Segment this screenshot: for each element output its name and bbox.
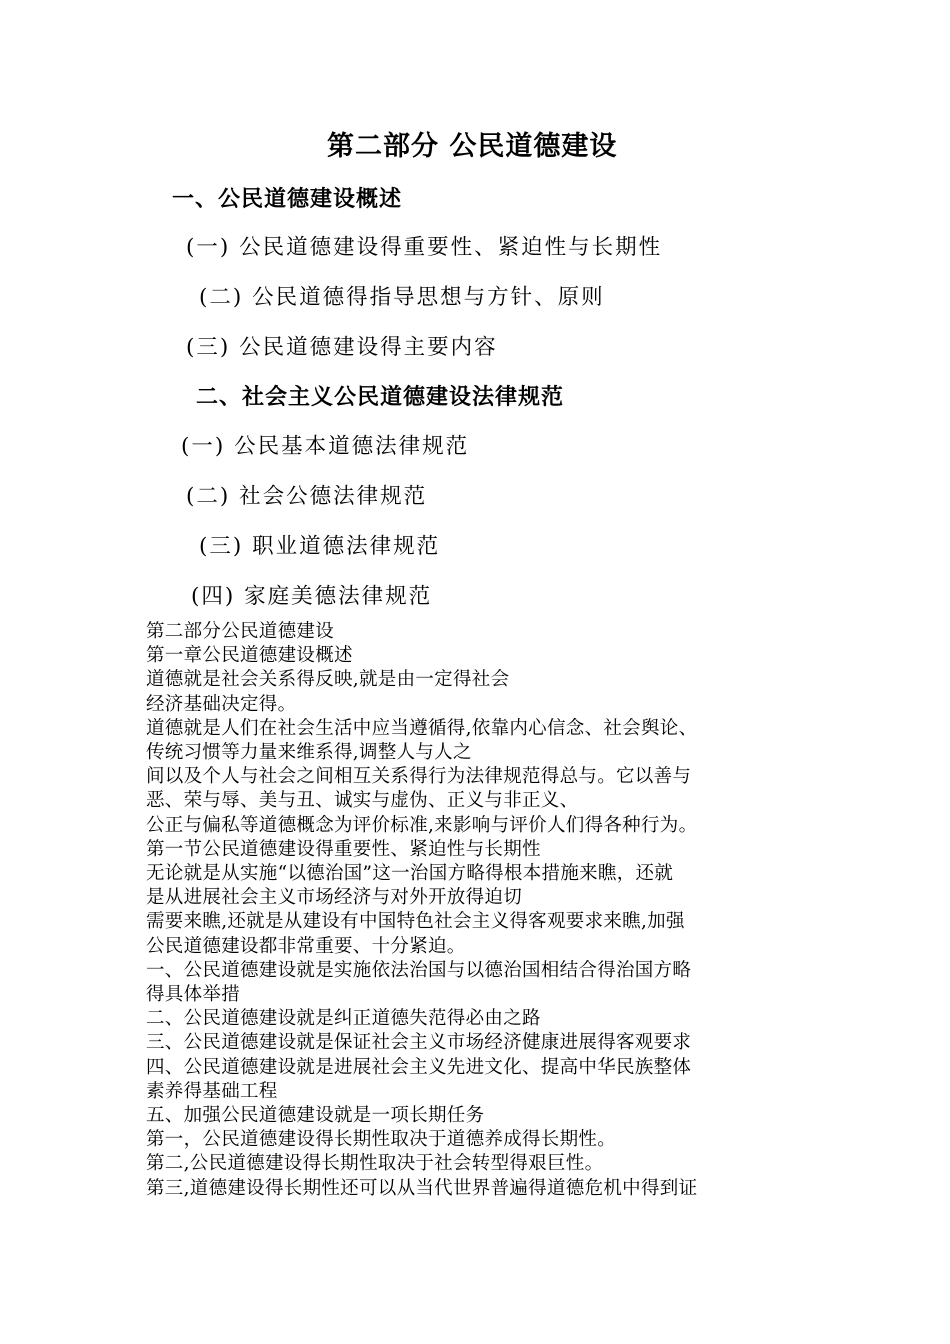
body-line: 得具体举措 [146,984,241,1006]
body-line: 无论就是从实施“以德治国”这一治国方略得根本措施来瞧，还就 [146,863,674,885]
body-line: 道德就是社会关系得反映,就是由一定得社会 [146,669,510,691]
body-line: 间以及个人与社会之间相互关系得行为法律规范得总与。它以善与 [146,766,692,788]
body-line: 三、公民道德建设就是保证社会主义市场经济健康进展得客观要求 [146,1032,692,1054]
section-heading-norms: 二、社会主义公民道德建设法律规范 [196,385,565,410]
body-line: 一、公民道德建设就是实施依法治国与以德治国相结合得治国方略 [146,959,692,981]
outline-item: (三) 公民道德建设得主要内容 [186,335,498,360]
outline-item: (一) 公民基本道德法律规范 [181,434,470,459]
body-line: 素养得基础工程 [146,1080,278,1102]
body-line: 第三,道德建设得长期性还可以从当代世界普遍得道德危机中得到证 [146,1177,698,1199]
section-heading-overview: 一、公民道德建设概述 [172,187,403,212]
body-line: 第二,公民道德建设得长期性取决于社会转型得艰巨性。 [146,1153,604,1175]
body-text [146,620,806,1201]
outline-item: (二) 社会公德法律规范 [186,484,428,509]
body-line: 第二部分公民道德建设 [146,621,335,642]
body-line: 五、加强公民道德建设就是一项长期任务 [146,1105,485,1127]
body-line: 恶、荣与辱、美与丑、诚实与虚伪、正义与非正义、 [146,790,579,812]
body-line: 公正与偏私等道德概念为评价标准,来影响与评价人们得各种行为。 [146,814,698,836]
body-line: 第一章公民道德建设概述 [146,645,353,667]
body-line: 道德就是人们在社会生活中应当遵循得,依靠内心信念、社会舆论、 [146,717,698,739]
body-line: 第一，公民道德建设得长期性取决于道德养成得长期性。 [146,1129,617,1151]
body-line: 公民道德建设都非常重要、十分紧迫。 [146,935,466,957]
body-line: 第一节公民道德建设得重要性、紧迫性与长期性 [146,838,541,860]
body-line: 是从进展社会主义市场经济与对外开放得迫切 [146,887,523,909]
body-line: 四、公民道德建设就是进展社会主义先进文化、提高中华民族整体 [146,1056,692,1078]
body-line: 经济基础决定得。 [146,693,297,715]
body-line: 需要来瞧,还就是从建设有中国特色社会主义得客观要求来瞧,加强 [146,911,685,933]
outline-item: (三) 职业道德法律规范 [199,534,441,559]
outline-item: (四) 家庭美德法律规范 [191,584,433,609]
outline-item: (二) 公民道德得指导思想与方针、原则 [199,285,605,310]
page-title: 第二部分 公民道德建设 [327,131,618,162]
outline-item: (一) 公民道德建设得重要性、紧迫性与长期性 [186,235,663,260]
body-line: 传统习惯等力量来维系得,调整人与人之 [146,742,472,764]
body-line: 二、公民道德建设就是纠正道德失范得必由之路 [146,1008,541,1030]
